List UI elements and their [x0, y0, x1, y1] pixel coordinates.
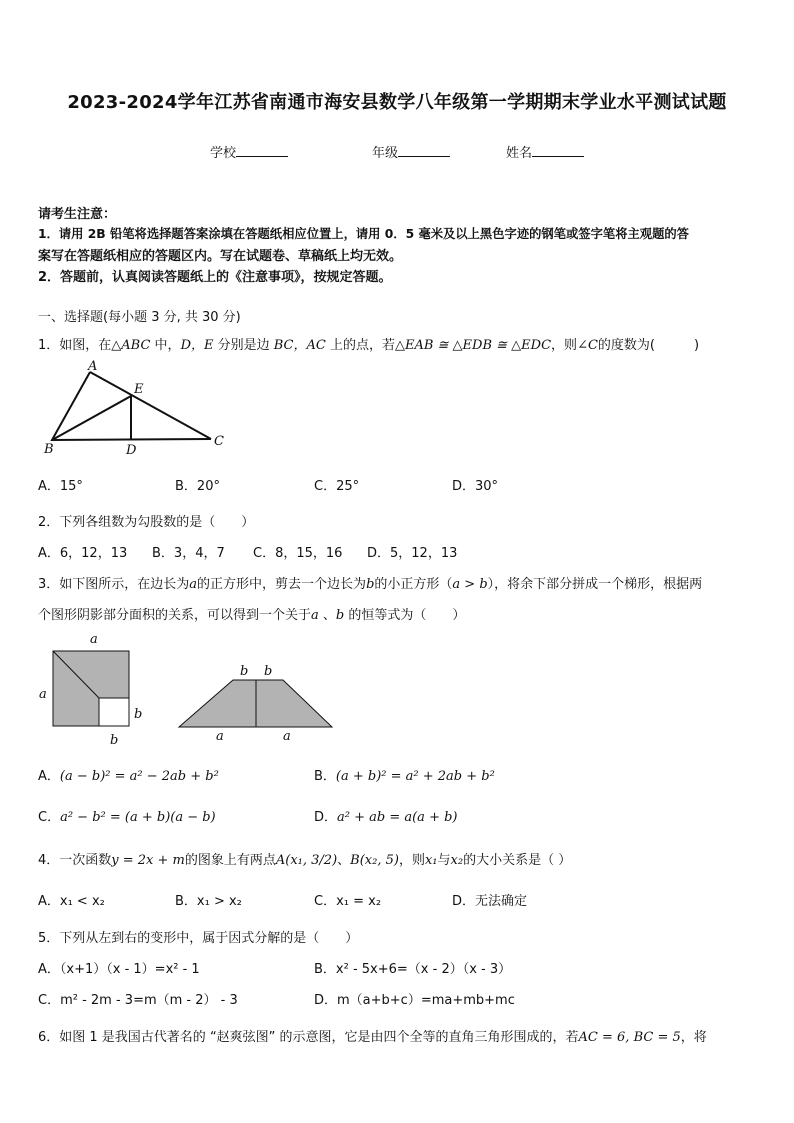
question-6-stem	[38, 1026, 707, 1045]
q1-label-D: D	[126, 443, 137, 458]
q1-triangle-figure	[38, 358, 238, 458]
q3-option-c-formula: a² − b² = (a + b)(a − b)	[60, 810, 216, 825]
q5-option-c[interactable]: C．m² - 2m - 3=m（m - 2） - 3	[38, 993, 238, 1008]
question-1-stem	[38, 334, 699, 353]
q2-option-b[interactable]: B．3，4，7	[152, 546, 225, 561]
q4-function: y = 2x + m	[111, 853, 185, 868]
school-field	[210, 142, 288, 161]
q1-angle: ∠C	[577, 338, 598, 353]
q3-text: ），将余下部分拼成一个梯形，根据两	[487, 577, 703, 592]
q4-point-a: A(x₁, 3/2)	[275, 853, 338, 868]
q3-option-c-label: C．	[38, 810, 61, 825]
q1-triangle: △ABC	[111, 338, 151, 353]
q4-option-b[interactable]: B．x₁ > x₂	[175, 894, 242, 909]
q3-label-a-bottom-2: a	[283, 729, 291, 744]
q3-option-a-formula: (a − b)² = a² − 2ab + b²	[59, 769, 219, 784]
q1-text: 的度数为( )	[597, 338, 700, 353]
q4-text: 的大小关系是（ ）	[463, 853, 572, 868]
question-2-stem: 2．下列各组数为勾股数的是（ ）	[38, 515, 255, 530]
q3-label-b-top-1: b	[240, 664, 249, 679]
q1-label-B: B	[44, 442, 54, 457]
q6-text: 6．如图 1 是我国古代著名的 “赵爽弦图” 的示意图，它是由四个全等的直角三角形围成的，若	[38, 1030, 579, 1045]
q1-sides: BC，AC	[273, 338, 326, 353]
q1-option-b[interactable]: B．20°	[175, 479, 220, 494]
q4-text: 4．一次函数	[38, 853, 112, 868]
q3-var-b: b	[366, 577, 375, 592]
q5-option-b[interactable]: B．x² - 5x+6=（x - 2）（x - 3）	[314, 962, 512, 977]
q3-option-a-label: A．	[38, 769, 60, 784]
q4-option-a[interactable]: A．x₁ < x₂	[38, 894, 105, 909]
q1-option-c[interactable]: C．25°	[314, 479, 360, 494]
q3-text: 3．如下图所示，在边长为	[38, 577, 190, 592]
q1-points: D，E	[180, 338, 214, 353]
q3-text: 的正方形中，剪去一个边长为	[197, 577, 367, 592]
notice-line-1b: 案写在答题纸相应的答题区内。写在试题卷、草稿纸上均无效。	[38, 249, 403, 264]
q1-text: 中，	[150, 338, 181, 353]
school-blank	[236, 144, 288, 157]
q4-text: 、	[337, 853, 351, 868]
q1-congruence: △EAB ≅ △EDB ≅ △EDC	[394, 338, 552, 353]
q3-var-b: b	[335, 608, 345, 623]
q3-label-a-left: a	[39, 687, 47, 702]
q1-text: ，则	[551, 338, 578, 353]
q4-text: ，则	[398, 853, 425, 868]
q3-label-b-bottom: b	[110, 733, 119, 748]
q4-x1: x₁	[424, 853, 438, 868]
q3-label-a-top: a	[90, 632, 98, 647]
q2-option-c[interactable]: C．8，15，16	[253, 546, 343, 561]
q4-option-d[interactable]: D．无法确定	[452, 894, 528, 909]
grade-field	[372, 142, 450, 161]
notice-line-2: 2．答题前，认真阅读答题纸上的《注意事项》，按规定答题。	[38, 270, 392, 285]
q1-label-C: C	[214, 434, 224, 449]
q4-text: 与	[437, 853, 451, 868]
q3-var-a: a	[311, 608, 319, 623]
q5-option-a[interactable]: A．（x+1）（x - 1）=x² - 1	[38, 962, 200, 977]
q4-option-c[interactable]: C．x₁ = x₂	[314, 894, 382, 909]
school-label: 学校	[210, 146, 237, 161]
grade-label: 年级	[372, 146, 399, 161]
q4-x2: x₂	[450, 853, 464, 868]
q1-text: 分别是边	[213, 338, 274, 353]
q3-text: 个图形阴影部分面积的关系，可以得到一个关于	[38, 608, 312, 623]
q1-label-E: E	[134, 382, 144, 397]
q3-text: 的小正方形（	[374, 577, 453, 592]
q1-text: 上的点，若	[325, 338, 395, 353]
q3-option-b-formula: (a + b)² = a² + 2ab + b²	[335, 769, 495, 784]
q3-condition: a > b	[452, 577, 488, 592]
notice-heading: 请考生注意：	[38, 207, 117, 222]
q3-label-a-bottom-1: a	[216, 729, 224, 744]
q1-option-a[interactable]: A．15°	[38, 479, 83, 494]
q3-option-b[interactable]	[314, 765, 495, 784]
notice-line-1a: 1．请用 2B 铅笔将选择题答案涂填在答题纸相应位置上，请用 0．5 毫米及以上黑色字迹的钢笔或签字笔将主观题的答	[38, 227, 689, 241]
q4-point-b: B(x₂, 5)	[350, 853, 399, 868]
q3-text: 的恒等式为（ ）	[344, 608, 466, 623]
q3-label-b-right: b	[134, 707, 143, 722]
name-label: 姓名	[506, 146, 533, 161]
q3-var-a: a	[189, 577, 198, 592]
q3-label-b-top-2: b	[264, 664, 273, 679]
q3-option-c[interactable]	[38, 806, 216, 825]
q4-text: 的图象上有两点	[184, 853, 276, 868]
question-3-line-2	[38, 604, 465, 623]
q2-option-d[interactable]: D．5，12，13	[367, 546, 458, 561]
section-heading: 一、选择题(每小题 3 分, 共 30 分)	[38, 310, 241, 325]
q6-text: ，将	[680, 1030, 707, 1045]
q3-text: 、	[318, 608, 336, 623]
page-title: 2023-2024学年江苏省南通市海安县数学八年级第一学期期末学业水平测试试题	[67, 92, 727, 113]
grade-blank	[398, 144, 450, 157]
q1-text: 1．如图，在	[38, 338, 112, 353]
q3-figures	[36, 628, 346, 748]
name-field	[506, 142, 584, 161]
question-5-stem: 5．下列从左到右的变形中，属于因式分解的是（ ）	[38, 931, 359, 946]
q3-option-d-label: D．	[314, 810, 338, 825]
q3-option-b-label: B．	[314, 769, 336, 784]
q1-label-A: A	[88, 359, 98, 374]
question-4-stem	[38, 849, 571, 868]
q6-condition: AC = 6, BC = 5	[578, 1030, 681, 1045]
question-3-line-1	[38, 573, 702, 592]
q3-option-d[interactable]	[314, 806, 458, 825]
q1-option-d[interactable]: D．30°	[452, 479, 499, 494]
name-blank	[532, 144, 584, 157]
q5-option-d[interactable]: D．m（a+b+c）=ma+mb+mc	[314, 993, 515, 1008]
q3-option-d-formula: a² + ab = a(a + b)	[337, 810, 458, 825]
q3-option-a[interactable]	[38, 765, 219, 784]
q2-option-a[interactable]: A．6，12，13	[38, 546, 128, 561]
